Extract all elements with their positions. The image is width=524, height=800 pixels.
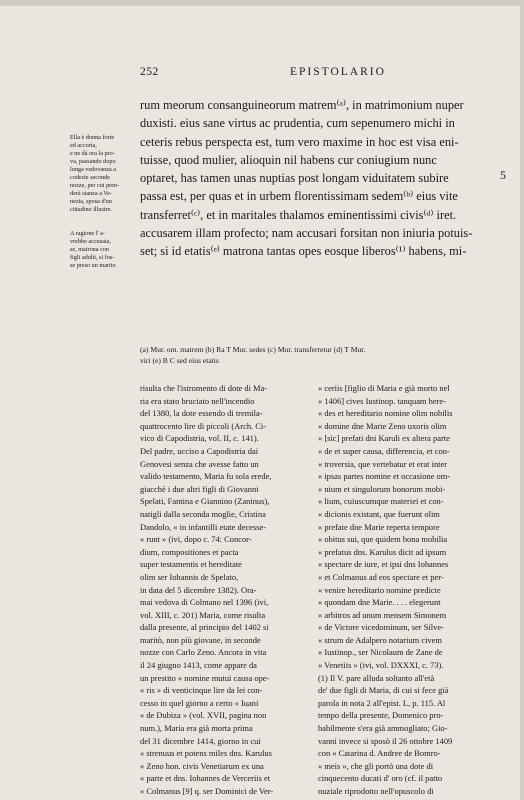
margin-note-line: codeste seconde (70, 174, 111, 181)
commentary-line: « ceriis [figlio di Maria e già morto nel (318, 383, 450, 393)
commentary-line: super testamentis et hereditate (140, 559, 242, 570)
commentary-line: « ris » di venticinque lire da lei con- (140, 685, 263, 696)
commentary-line: parola in nota 2 all'epist. L, p. 115. Al (318, 697, 446, 708)
commentary-line: in data del 5 dicembre 1382). Ora- (140, 584, 257, 595)
commentary-line: « ipsas partes nomine et occasione om- (318, 471, 451, 482)
margin-note-line: nozze, per cui pren- (70, 182, 120, 189)
commentary-line: « 1406] cives Iustinop. tanquam here- (318, 395, 446, 406)
line-number-marker: 5 (500, 168, 506, 182)
commentary-line: « prefatus dns. Karulus dicit ad ipsum (318, 546, 447, 557)
scan-edge-top (0, 0, 524, 6)
margin-note-block-2 (70, 230, 138, 270)
page-number: 252 (140, 66, 159, 78)
commentary-line: « nium et singulorum bonorum mobi- (318, 483, 446, 494)
commentary-line: olim ser Iohannis de Spelato, (140, 571, 239, 582)
commentary-line: Spelati, Fantina e Giannino (Zaninus), (140, 496, 270, 507)
commentary-line: « meis », che gli portò una dote di (318, 760, 434, 771)
commentary-line: giacchè i due altri figli di Giovanni (140, 483, 259, 494)
main-latin-text (140, 96, 495, 261)
margin-note (70, 134, 138, 270)
commentary-line: « lium, cuiuscumque materiei et con- (318, 496, 444, 507)
margin-note-line: ed accorta, (70, 142, 97, 149)
page-header (140, 66, 490, 82)
scan-edge-right (520, 0, 524, 800)
commentary-line: « de Dubiza » (vol. XVII, pagina non (140, 710, 267, 721)
commentary-line: con « Catarina d. Andree de Bomro- (318, 748, 441, 759)
commentary-line: « dicionis existant, que fuerunt olim (318, 508, 440, 519)
commentary-line: « de Victore vicedominum, ser Silve- (318, 622, 444, 633)
commentary-line: il 24 giugno 1413, come appare da (140, 660, 257, 671)
commentary-line: « Zeno hon. civis Venetiarum ex una (140, 760, 264, 771)
commentary-line: tempo della presente, Domenico pro- (318, 710, 444, 721)
commentary-line: Genovesi senza che avesse fatto un (140, 458, 259, 469)
margin-note-line: vrebbe accusata, (70, 238, 111, 245)
commentary-line: vanni invece si sposò il 26 ottobre 1409 (318, 735, 453, 746)
margin-note-line: Ella è donna forte (70, 134, 115, 141)
critical-apparatus (140, 344, 495, 366)
commentary-line: vico di Capodistria, vol. II, c. 141). (140, 433, 259, 444)
margin-note-line: se preso un marito (70, 262, 116, 269)
running-title: EPISTOLARIO (290, 66, 386, 78)
margin-note-line: A ragione l' a- (70, 230, 105, 237)
commentary-line: babilmente s'era già ammogliato; Gio- (318, 723, 448, 734)
commentary-line: vol. XIII, c. 201) Maria, come risulta (140, 609, 266, 620)
commentary-line: num.), Maria era già morta prima (140, 723, 253, 734)
commentary-line: maritò, non più giovane, in seconde (140, 634, 261, 645)
commentary-line: « quondam dne Marie. . . . elegerunt (318, 597, 441, 608)
commentary-right-column (318, 382, 490, 798)
commentary-line: « Venetiis » (ivi, vol. DXXXI, c. 73). (318, 660, 444, 671)
main-text-line: accusarem illam profecto; nam accusari forsitan non iniuria potuis- (140, 226, 473, 241)
margin-note-line: nezia, sposa d'un (70, 198, 112, 205)
commentary-line: « Iustinop., ser Nicolaum de Zane de (318, 647, 443, 658)
commentary-line: « arbitros ad unum mensem Simonem (318, 609, 447, 620)
margin-note-line: derà stanza a Ve- (70, 190, 112, 197)
commentary-line: nozze con Carlo Zeno. Ancora in vita (140, 647, 267, 658)
commentary-line: cesso in quel giorno a certo « Iuani (140, 697, 259, 708)
commentary-line: Dandolo, « in infantilli etate decesse- (140, 521, 267, 532)
commentary-line: « strenuus et potens miles dns. Karulus (140, 748, 272, 759)
commentary-line: « des et hereditario nomine olim nobilis (318, 408, 453, 419)
commentary-line: dalla presente, al principio del 1402 si (140, 622, 269, 633)
commentary-line: quattrocento lire di piccoli (Arch. Ci- (140, 420, 267, 431)
commentary-line: del 1380, la dote essendo di tremila- (140, 408, 263, 419)
commentary-line: « et Colmanus ad eos spectare et per- (318, 571, 444, 582)
commentary-line: Del padre, ucciso a Capodistria dai (140, 445, 259, 456)
commentary-line: « obitus sui, que quidem bona mobilia (318, 534, 448, 545)
commentary-line: nuziale riprodotto nell'opuscolo di (318, 786, 434, 796)
commentary-line: dium, compositiones et pacta (140, 546, 239, 557)
margin-note-gap (70, 214, 138, 230)
commentary-line: (1) Il V. pare alluda soltanto all'età (318, 672, 435, 683)
commentary-line: « runt » (ivi, dopo c. 74: Concor- (140, 534, 252, 545)
margin-note-line: va, passando dopo (70, 158, 116, 165)
margin-note-line: e ne dà ora la pro- (70, 150, 115, 157)
commentary-line: del 31 dicembre 1414, giorno in cui (140, 735, 261, 746)
commentary-line: « troversia, que vertebatur et erat inter (318, 458, 448, 469)
main-text-line: transferret⁽ᶜ⁾, et in maritales thalamos eminentissimi civis⁽ᵈ⁾ iret. (140, 207, 457, 222)
commentary-line: « venire hereditario nomine predicte (318, 584, 441, 595)
margin-note-block-1 (70, 134, 138, 214)
commentary-line: cinquecento ducati d' oro (cf. il patto (318, 773, 443, 784)
margin-note-line: se, matrona con (70, 246, 110, 253)
commentary-line: « prefate dne Marie reperta tempore (318, 521, 440, 532)
commentary-line: « parte et dns. Iohannes de Verceriis et (140, 773, 271, 784)
commentary-left-column (140, 382, 312, 798)
commentary-line: mai vedova di Colmano nel 1396 (ivi, (140, 597, 269, 608)
commentary-line: « de et super causa, differencia, et con- (318, 445, 450, 456)
commentary-line: natigli dalla seconda moglie, Cristina (140, 508, 266, 519)
commentary-line: un prestito « nomine mutui causa ope- (140, 672, 270, 683)
main-text-line: tuisse, quod mulier, alioquin nil habens cur coniugium nunc (140, 152, 437, 167)
commentary-line: « Colmanus [9] q. ser Dominici de Ver- (140, 786, 274, 796)
main-text-line: ceteris rebus perspecta est, tum vero maxime in hoc est visa eni- (140, 134, 459, 149)
commentary-line: « [sic] prefati dni Karuli ex altera parte (318, 433, 450, 444)
commentary-line: « spectare de iure, et ipsi dns Iohannes (318, 559, 449, 570)
margin-note-line: cittadino illustre. (70, 206, 112, 213)
commentary-line: risulta che l'istromento di dote di Ma- (140, 383, 268, 393)
main-text-line: optaret, has tamen unas nuptias post longam viduitatem subire (140, 171, 449, 186)
main-text-line: rum meorum consanguineorum matrem⁽ᵃ⁾, in matrimonium nuper (140, 98, 464, 112)
apparatus-line: (a) Mur. om. matrem (b) Ra T Mur. sedes (c) Mur. transferretur (d) T Mur. (140, 345, 366, 354)
main-text-line: duxisti. eius sane virtus ac prudentia, cum sepenumero michi in (140, 116, 455, 131)
commentary-line: ria era stato bruciato nell'incendio (140, 395, 255, 406)
commentary-line: valido testamento, Maria fu sola erede, (140, 471, 272, 482)
commentary-line: de' due figli di Maria, di cui si fece già (318, 685, 449, 696)
margin-note-line: figli adulti, si fos- (70, 254, 115, 261)
commentary-line: « strum de Adalpero notarium civem (318, 634, 442, 645)
main-text-line: set; si id etatis⁽ᵉ⁾ matrona tantas opes eosque liberos⁽¹⁾ habens, mi- (140, 244, 467, 259)
margin-note-line: lunga vedovanza a (70, 166, 117, 173)
apparatus-line: viri (e) B C sed eius etatis (140, 356, 219, 365)
commentary-line: « domine dne Marie Zeno uxoris olim (318, 420, 447, 431)
main-text-line: passa est, per quas et in urbem florentissimam sedem⁽ᵇ⁾ eius vite (140, 189, 458, 204)
